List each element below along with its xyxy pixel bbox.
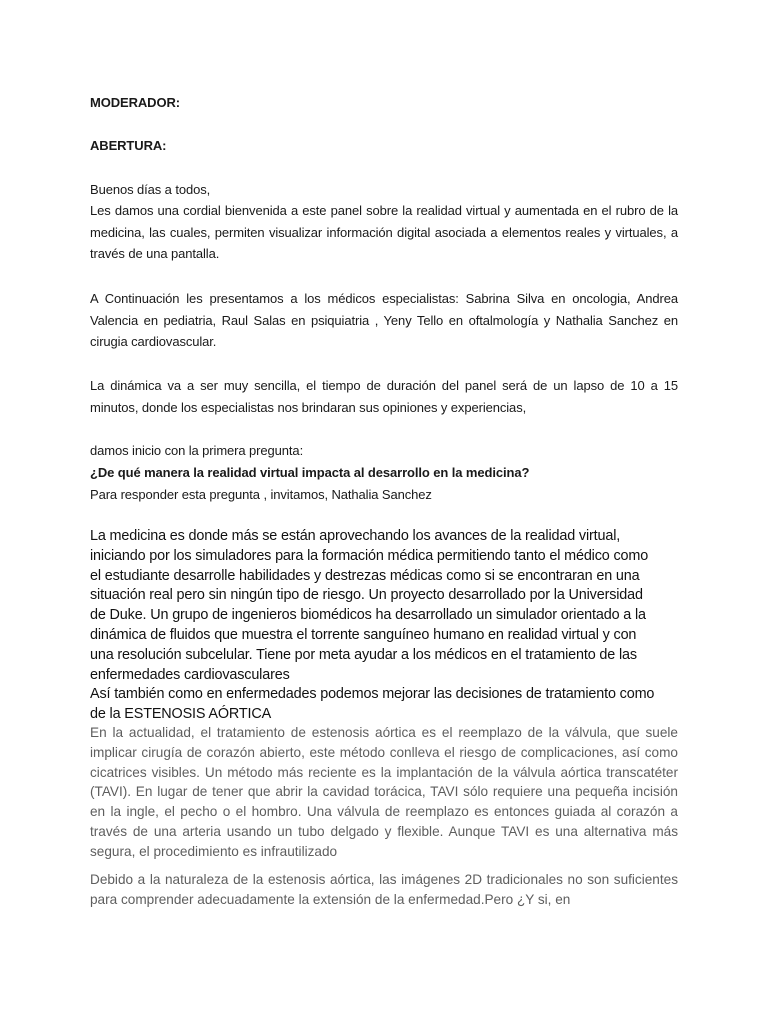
answer-line: el estudiante desarrolle habilidades y destrezas médicas como si se encontraran en una <box>90 567 640 584</box>
answer-line: de Duke. Un grupo de ingenieros biomédicos ha desarrollado un simulador orientado a la <box>90 607 646 624</box>
answer-line: La medicina es donde más se están aprovechando los avances de la realidad virtual, <box>90 528 621 544</box>
treatment-paragraph: En la actualidad, el tratamiento de estenosis aórtica es el reemplazo de la válvula, que suele implicar cirugía de corazón abierto, este método conlleva el riesgo de complicaciones, así como cicatrices visibles. Un método más reciente es la implantación de la válvula aórtica transcatéter (TAVI). En lugar de tener que abrir la cavidad torácica, TAVI sólo requiere una pequeña incisión en la ingle, el pecho o el hombro. Una válvula de reemplazo es entonces guiada al corazón a través de una arteria usando un tubo delgado y flexible. Aunque TAVI es una alternativa más segura, el procedimiento es infrautilizado <box>90 725 678 859</box>
introduction-paragraph: A Continuación les presentamos a los médicos especialistas: Sabrina Silva en oncologia, Andrea Valencia en pediatria, Raul Salas en psiquiatria , Yeny Tello en oftalmología y Nathalia Sanchez en cirugia cardiovascular. <box>90 291 678 350</box>
answer-line: de la ESTENOSIS AÓRTICA <box>90 706 272 723</box>
invite-line: Para responder esta pregunta , invitamos, Nathalia Sanchez <box>90 487 432 502</box>
answer-line: iniciando por los simuladores para la formación médica permitiendo tanto el médico como <box>90 547 649 564</box>
start-line: damos inicio con la primera pregunta: <box>90 443 304 458</box>
answer-line: Así también como en enfermedades podemos mejorar las decisiones de tratamiento como <box>90 686 655 703</box>
moderador-heading: MODERADOR: <box>90 95 180 110</box>
answer-line: dinámica de fluidos que muestra el torrente sanguíneo humano en realidad virtual y con <box>90 626 637 643</box>
dynamics-paragraph: La dinámica va a ser muy sencilla, el tiempo de duración del panel será de un lapso de 10 a 15 minutos, donde los especialistas nos brindaran sus opiniones y experiencias, <box>90 378 678 415</box>
nature-paragraph: Debido a la naturaleza de la estenosis aórtica, las imágenes 2D tradicionales no son suficientes para comprender adecuadamente la extensión de la enfermedad.Pero ¿Y si, en <box>90 872 678 907</box>
answer-line: situación real pero sin ningún tipo de riesgo. Un proyecto desarrollado por la Universidad <box>90 587 643 604</box>
question-line: ¿De qué manera la realidad virtual impacta al desarrollo en la medicina? <box>90 465 530 480</box>
answer-line: una resolución subcelular. Tiene por meta ayudar a los médicos en el tratamiento de las <box>90 646 637 663</box>
welcome-paragraph: Les damos una cordial bienvenida a este panel sobre la realidad virtual y aumentada en el rubro de la medicina, las cuales, permiten visualizar información digital asociada a elementos reales y virtuales, a través de una pantalla. <box>90 203 678 262</box>
abertura-heading: ABERTURA: <box>90 138 167 153</box>
answer-line: enfermedades cardiovasculares <box>90 666 290 683</box>
answer-paragraph <box>90 527 690 725</box>
greeting-line: Buenos días a todos, <box>90 182 211 197</box>
